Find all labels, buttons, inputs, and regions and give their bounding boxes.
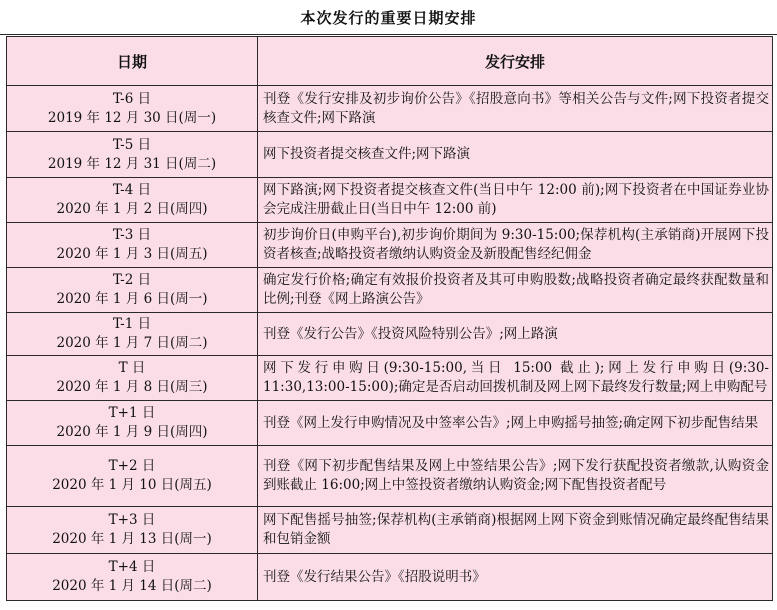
date-cell xyxy=(7,507,258,554)
date-cell xyxy=(7,313,258,356)
calendar-date: 2020 年 1 月 7 日(周二) xyxy=(56,335,208,351)
trade-day: T-6 日 xyxy=(112,90,152,107)
date-cell xyxy=(7,223,258,268)
date-cell xyxy=(7,554,258,601)
trade-day: T+4 日 xyxy=(108,559,156,575)
calendar-date: 2020 年 1 月 9 日(周四) xyxy=(56,424,208,440)
header-arrangement: 发行安排 xyxy=(258,37,773,86)
table-row xyxy=(7,313,773,356)
calendar-date: 2020 年 1 月 13 日(周一) xyxy=(52,531,212,547)
trade-day: T-3 日 xyxy=(112,227,152,243)
calendar-date: 2019 年 12 月 31 日(周二) xyxy=(47,155,217,172)
date-cell xyxy=(7,86,258,132)
date-cell xyxy=(7,178,258,223)
table-row xyxy=(7,554,773,601)
calendar-date: 2019 年 12 月 30 日(周一) xyxy=(47,109,217,126)
trade-day: T-1 日 xyxy=(112,316,152,332)
table-row xyxy=(7,132,773,178)
date-cell xyxy=(7,356,258,401)
date-cell xyxy=(7,268,258,313)
header-row xyxy=(7,37,773,86)
trade-day: T 日 xyxy=(118,360,146,376)
table-row xyxy=(7,356,773,401)
calendar-date: 2020 年 1 月 6 日(周一) xyxy=(56,291,208,307)
table-row xyxy=(7,223,773,268)
table-row xyxy=(7,178,773,223)
arrangement-cell: 网下配售摇号抽签;保荐机构(主承销商)根据网上网下资金到账情况确定最终配售结果和包销金额 xyxy=(258,507,773,554)
calendar-date: 2020 年 1 月 3 日(周五) xyxy=(56,246,208,262)
trade-day: T+2 日 xyxy=(108,458,156,474)
date-cell xyxy=(7,132,258,178)
trade-day: T+1 日 xyxy=(108,405,156,421)
arrangement-cell: 网下发行申购日(9:30-15:00,当日 15:00 截止);网上发行申购日(9:30-11:30,13:00-15:00);确定是否启动回拨机制及网上网下最终发行数量;网上申购配号 xyxy=(258,356,773,401)
calendar-date: 2020 年 1 月 8 日(周三) xyxy=(56,379,208,395)
schedule-table xyxy=(6,36,773,601)
arrangement-cell: 刊登《发行安排及初步询价公告》《招股意向书》等相关公告与文件;网下投资者提交核查文件;网下路演 xyxy=(258,86,773,132)
header-date: 日期 xyxy=(7,37,258,86)
table-title: 本次发行的重要日期安排 xyxy=(0,0,777,35)
trade-day: T-2 日 xyxy=(112,272,152,288)
arrangement-cell: 网下路演;网下投资者提交核查文件(当日中午 12:00 前);网下投资者在中国证券业协会完成注册截止日(当日中午 12:00 前) xyxy=(258,178,773,223)
table-row xyxy=(7,268,773,313)
calendar-date: 2020 年 1 月 2 日(周四) xyxy=(56,201,208,217)
arrangement-cell: 刊登《网上发行申购情况及中签率公告》;网上申购摇号抽签;确定网下初步配售结果 xyxy=(258,401,773,446)
calendar-date: 2020 年 1 月 14 日(周二) xyxy=(52,578,212,594)
trade-day: T-4 日 xyxy=(112,182,152,198)
table-row xyxy=(7,86,773,132)
trade-day: T-5 日 xyxy=(112,136,152,153)
trade-day: T+3 日 xyxy=(108,512,156,528)
arrangement-cell: 初步询价日(申购平台),初步询价期间为 9:30-15:00;保荐机构(主承销商)开展网下投资者核查;战略投资者缴纳认购资金及新股配售经纪佣金 xyxy=(258,223,773,268)
arrangement-cell: 网下投资者提交核查文件;网下路演 xyxy=(258,132,773,178)
arrangement-cell: 刊登《网下初步配售结果及网上中签结果公告》;网下发行获配投资者缴款,认购资金到账截止 16:00;网上中签投资者缴纳认购资金;网下配售投资者配号 xyxy=(258,446,773,507)
calendar-date: 2020 年 1 月 10 日(周五) xyxy=(52,477,212,493)
table-row xyxy=(7,446,773,507)
table-row xyxy=(7,507,773,554)
date-cell xyxy=(7,401,258,446)
table-row xyxy=(7,401,773,446)
date-cell xyxy=(7,446,258,507)
arrangement-cell: 刊登《发行公告》《投资风险特别公告》;网上路演 xyxy=(258,313,773,356)
arrangement-cell: 确定发行价格;确定有效报价投资者及其可申购股数;战略投资者确定最终获配数量和比例;刊登《网上路演公告》 xyxy=(258,268,773,313)
arrangement-cell: 刊登《发行结果公告》《招股说明书》 xyxy=(258,554,773,601)
